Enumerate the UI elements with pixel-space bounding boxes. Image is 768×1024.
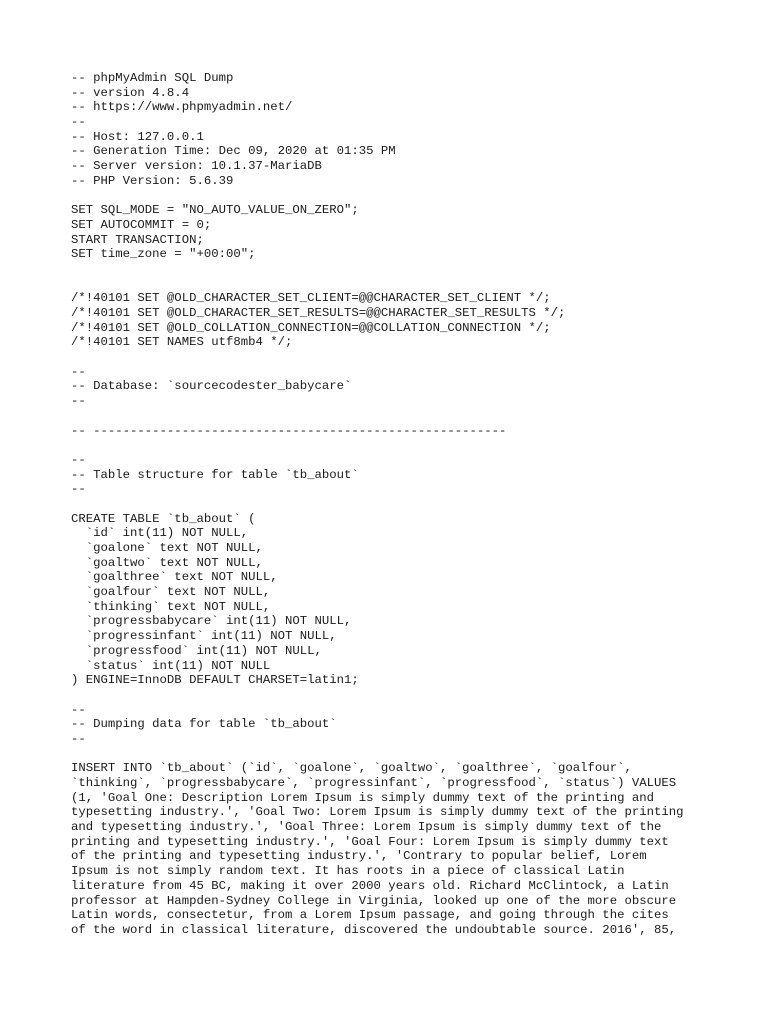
code-line: --	[71, 482, 86, 497]
code-line: /*!40101 SET @OLD_COLLATION_CONNECTION=@@COLLATION_CONNECTION */;	[71, 320, 551, 335]
code-line: -- Database: `sourcecodester_babycare`	[71, 379, 352, 394]
code-line: professor at Hampden-Sydney College in Virginia, looked up one of the more obscure	[71, 893, 677, 908]
code-line: `status` int(11) NOT NULL	[71, 658, 271, 673]
code-line: `progressfood` int(11) NOT NULL,	[71, 643, 322, 658]
code-line: -- Server version: 10.1.37-MariaDB	[71, 159, 322, 174]
code-line: Ipsum is not simply random text. It has roots in a piece of classical Latin	[71, 864, 625, 879]
code-line: `goaltwo` text NOT NULL,	[71, 555, 263, 570]
code-line	[71, 262, 751, 277]
code-line: --	[71, 452, 86, 467]
code-line: -- PHP Version: 5.6.39	[71, 173, 234, 188]
code-line: /*!40101 SET @OLD_CHARACTER_SET_CLIENT=@@CHARACTER_SET_CLIENT */;	[71, 291, 551, 306]
code-line: `progressbabycare` int(11) NOT NULL,	[71, 614, 352, 629]
code-line	[71, 438, 751, 453]
code-line: of the printing and typesetting industry.', 'Contrary to popular belief, Lorem	[71, 849, 647, 864]
code-line: `progressinfant` int(11) NOT NULL,	[71, 629, 337, 644]
code-line: --	[71, 364, 86, 379]
code-line	[71, 497, 751, 512]
code-line	[71, 189, 751, 204]
code-line: -- phpMyAdmin SQL Dump	[71, 71, 234, 85]
code-line: --	[71, 702, 86, 717]
code-line: -- Host: 127.0.0.1	[71, 129, 204, 144]
code-line	[71, 409, 751, 424]
code-line: -- version 4.8.4	[71, 85, 190, 100]
code-line: START TRANSACTION;	[71, 232, 204, 247]
code-line: `thinking` text NOT NULL,	[71, 599, 271, 614]
code-line: `goalfour` text NOT NULL,	[71, 585, 271, 600]
code-line: -- Generation Time: Dec 09, 2020 at 01:35 PM	[71, 144, 396, 159]
code-line: `id` int(11) NOT NULL,	[71, 526, 249, 541]
code-line: /*!40101 SET NAMES utf8mb4 */;	[71, 335, 293, 350]
code-line: ) ENGINE=InnoDB DEFAULT CHARSET=latin1;	[71, 673, 359, 688]
code-line: CREATE TABLE `tb_about` (	[71, 511, 256, 526]
code-line	[71, 350, 751, 365]
code-line: `goalthree` text NOT NULL,	[71, 570, 278, 585]
code-line: printing and typesetting industry.', 'Goal Four: Lorem Ipsum is simply dummy text	[71, 834, 669, 849]
code-line: /*!40101 SET @OLD_CHARACTER_SET_RESULTS=@@CHARACTER_SET_RESULTS */;	[71, 306, 566, 320]
code-line	[71, 688, 751, 703]
code-line: `goalone` text NOT NULL,	[71, 541, 263, 555]
code-line: SET AUTOCOMMIT = 0;	[71, 217, 212, 232]
code-line: `thinking`, `progressbabycare`, `progressinfant`, `progressfood`, `status`) VALUES	[71, 776, 677, 790]
code-line	[71, 277, 751, 292]
code-line: Latin words, consectetur, from a Lorem Ipsum passage, and going through the cites	[71, 908, 669, 923]
code-line: of the word in classical literature, discovered the undoubtable source. 2016', 85,	[71, 922, 677, 937]
code-line: INSERT INTO `tb_about` (`id`, `goalone`, `goaltwo`, `goalthree`, `goalfour`,	[71, 761, 632, 776]
code-line: --	[71, 731, 86, 746]
code-line: -- https://www.phpmyadmin.net/	[71, 100, 293, 115]
code-line: -- --------------------------------------------------------	[71, 423, 507, 438]
code-line: SET time_zone = "+00:00";	[71, 247, 256, 262]
code-line: and typesetting industry.', 'Goal Three: Lorem Ipsum is simply dummy text of the	[71, 820, 662, 835]
code-line: literature from 45 BC, making it over 2000 years old. Richard McClintock, a Latin	[71, 878, 669, 893]
code-line: --	[71, 394, 86, 409]
code-line: SET SQL_MODE = "NO_AUTO_VALUE_ON_ZERO";	[71, 203, 359, 218]
code-line: typesetting industry.', 'Goal Two: Lorem Ipsum is simply dummy text of the printing	[71, 805, 684, 820]
code-line: -- Dumping data for table `tb_about`	[71, 717, 337, 732]
code-line	[71, 747, 751, 762]
code-line: -- Table structure for table `tb_about`	[71, 467, 359, 482]
sql-dump-text	[71, 71, 751, 938]
code-line: (1, 'Goal One: Description Lorem Ipsum is simply dummy text of the printing and	[71, 790, 654, 805]
code-line: --	[71, 115, 86, 130]
